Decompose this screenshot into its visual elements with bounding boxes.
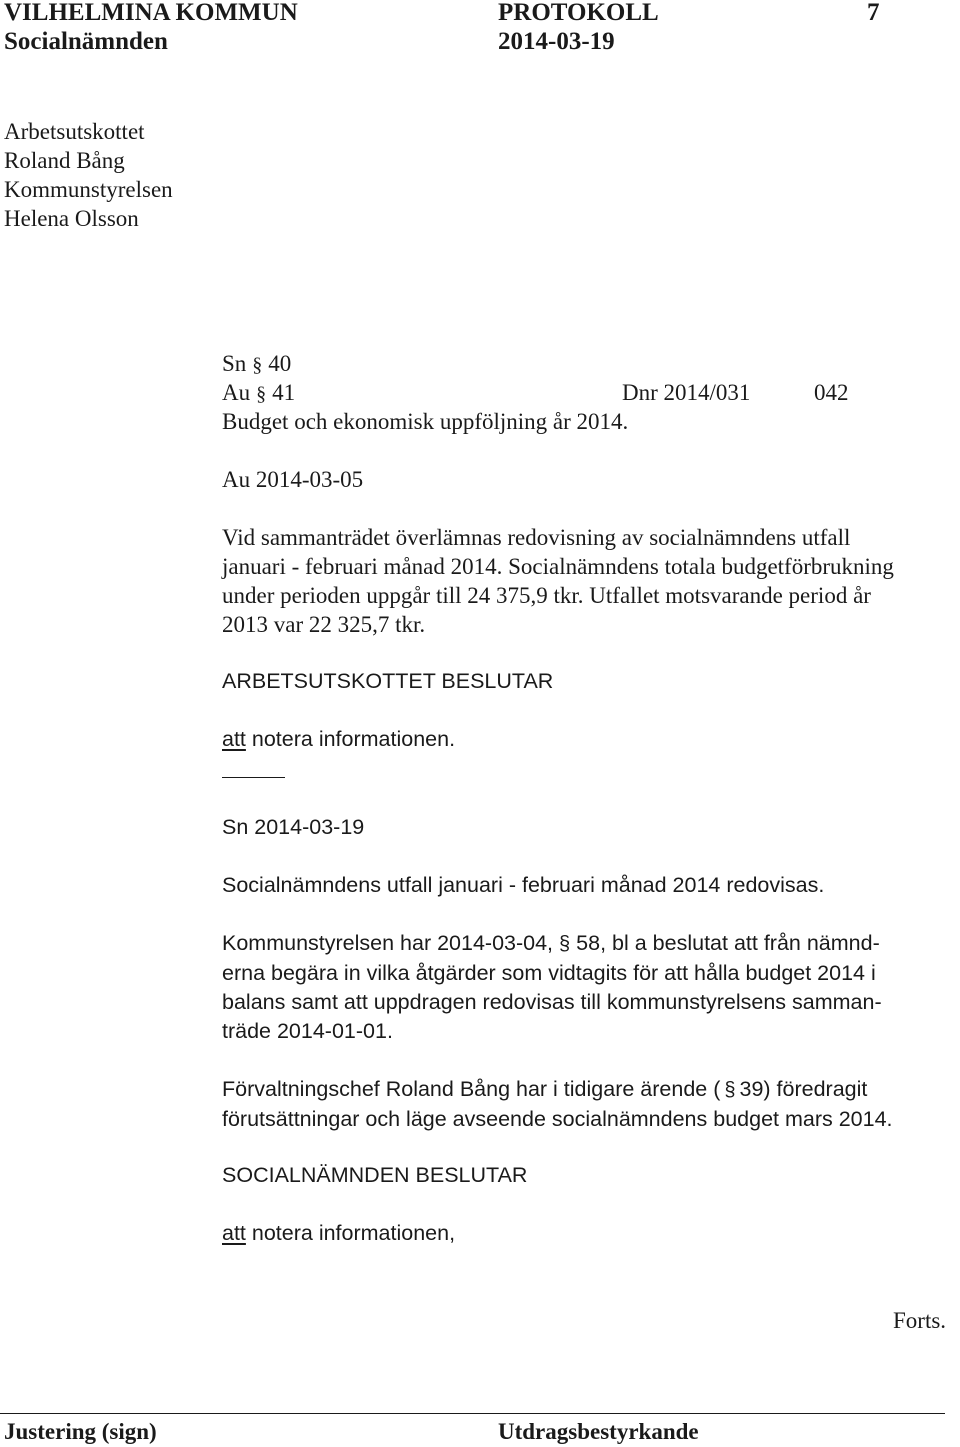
section-symbol: § — [559, 933, 571, 955]
decision-att: att — [222, 727, 246, 751]
footer-rule — [0, 1413, 945, 1414]
dnr-code: 042 — [814, 380, 849, 405]
paragraph-line: förutsättningar och läge avseende socialnämndens budget mars 2014. — [222, 1107, 893, 1131]
section-symbol: § — [724, 1079, 736, 1101]
paragraph-line: erna begära in vilka åtgärder som vidtagits för att hålla budget 2014 i — [222, 961, 876, 985]
header-date: 2014-03-19 — [498, 28, 615, 55]
line-part: Kommunstyrelsen har 2014-03-04, — [222, 931, 554, 955]
sn-paragraph-ref — [222, 349, 291, 380]
paragraph-line: Vid sammanträdet överlämnas redovisning av socialnämndens utfall — [222, 525, 851, 550]
distribution-item: Roland Bång — [4, 148, 125, 173]
sn-paragraph-1: Socialnämndens utfall januari - februari månad 2014 redovisas. — [222, 873, 825, 897]
au-decision-text — [222, 725, 455, 754]
section-symbol: § — [252, 354, 263, 376]
header-page-number: 7 — [867, 0, 880, 26]
section-symbol: § — [256, 383, 267, 405]
sn-prefix: Sn — [222, 351, 247, 376]
footer-utdrag: Utdragsbestyrkande — [498, 1419, 699, 1444]
sn-paragraph-2 — [222, 929, 882, 1046]
footer-justering: Justering (sign) — [4, 1419, 157, 1444]
paragraph-line — [222, 929, 882, 959]
paragraph-line: träde 2014-01-01. — [222, 1019, 393, 1043]
section-divider — [222, 777, 285, 778]
decision-rest: notera informationen, — [245, 1221, 456, 1245]
au-number: 41 — [272, 380, 296, 405]
paragraph-line: balans samt att uppdragen redovisas till kommunstyrelsens samman- — [222, 990, 882, 1014]
header-doc-type: PROTOKOLL — [498, 0, 659, 26]
header-org: VILHELMINA KOMMUN — [4, 0, 298, 26]
distribution-item: Arbetsutskottet — [4, 119, 145, 144]
sn-number: 40 — [268, 351, 292, 376]
continued-marker: Forts. — [893, 1308, 947, 1333]
au-prefix: Au — [222, 380, 251, 405]
distribution-item: Kommunstyrelsen — [4, 177, 173, 202]
header-body: Socialnämnden — [4, 28, 168, 55]
line-part: Förvaltningschef Roland Bång har i tidigare ärende ( — [222, 1077, 721, 1101]
decision-att: att — [222, 1221, 246, 1245]
decision-rest: notera informationen. — [245, 727, 456, 751]
distribution-item: Helena Olsson — [4, 206, 139, 231]
paragraph-line: januari - februari månad 2014. Socialnämndens totala budgetförbrukning — [222, 554, 894, 579]
distribution-list — [4, 117, 173, 233]
paragraph-line: under perioden uppgår till 24 375,9 tkr. Utfallet motsvarande period år — [222, 583, 871, 608]
line-part: 58, bl a beslutat att från nämnd- — [576, 931, 880, 955]
sn-paragraph-3 — [222, 1075, 893, 1134]
paragraph-line: 2013 var 22 325,7 tkr. — [222, 612, 426, 637]
dnr: Dnr 2014/031 — [622, 380, 751, 405]
sn-decision-heading: SOCIALNÄMNDEN BESLUTAR — [222, 1163, 528, 1187]
au-decision-heading: ARBETSUTSKOTTET BESLUTAR — [222, 669, 554, 693]
paragraph-line — [222, 1075, 893, 1105]
subject-title: Budget och ekonomisk uppföljning år 2014. — [222, 409, 629, 434]
sn-date-heading: Sn 2014-03-19 — [222, 815, 365, 839]
au-paragraph-ref — [222, 378, 295, 409]
line-part: 39) föredragit — [739, 1077, 868, 1101]
sn-decision-text — [222, 1219, 455, 1248]
au-date-heading: Au 2014-03-05 — [222, 467, 364, 492]
au-paragraph — [222, 523, 894, 639]
